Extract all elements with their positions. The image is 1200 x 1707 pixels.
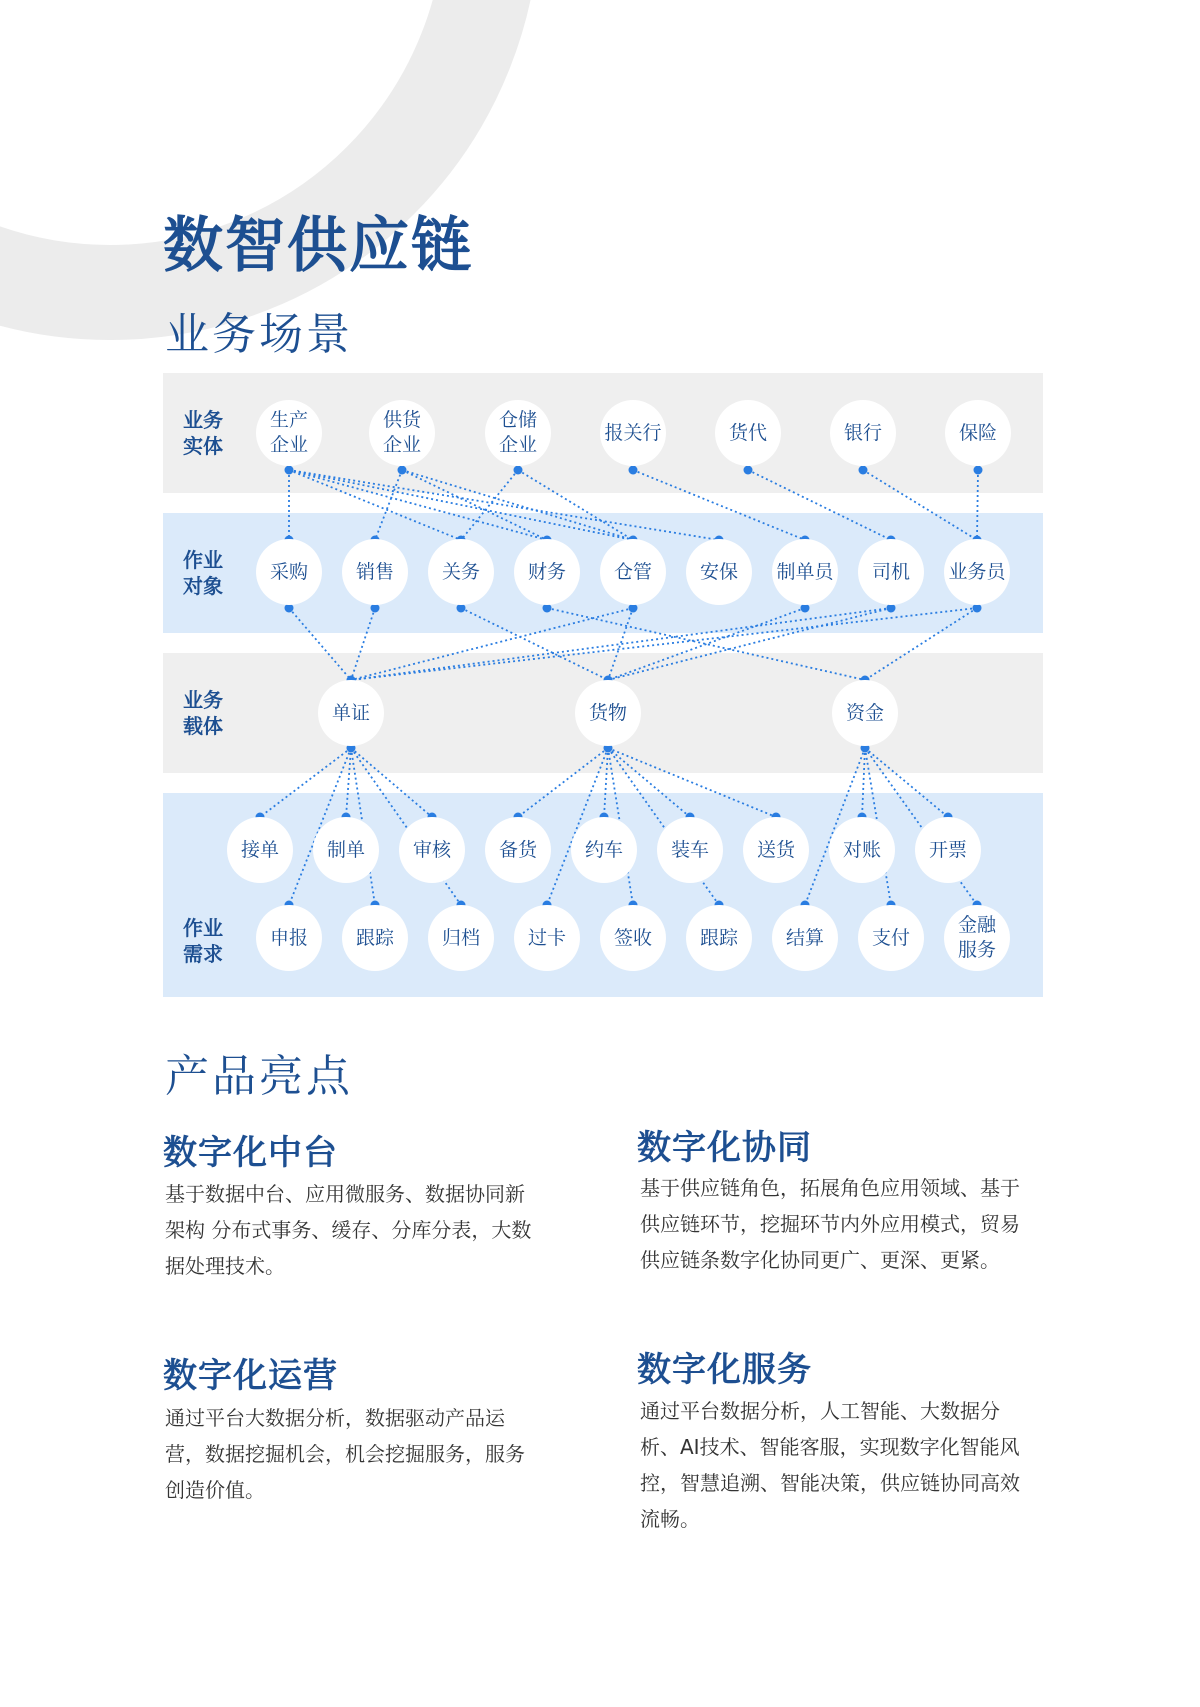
node-label: 接单 (240, 838, 279, 861)
band-label-text: 作业 需求 (183, 916, 223, 966)
node-label: 财务 (527, 560, 566, 583)
node-object-customs (428, 539, 494, 605)
node-demand-checkpoint (514, 905, 580, 971)
highlight-body-digital-collaboration: 基于供应链角色，拓展角色应用领域、基于供应链环节，挖掘环节内外应用模式，贸易供应链条数字化协同更广、更深、更紧。 (640, 1176, 1020, 1272)
node-entity-customs-broker (600, 400, 666, 466)
link-line (608, 608, 805, 680)
node-label: 单证 (331, 701, 370, 724)
page-title: 数智供应链 (163, 211, 473, 281)
node-label: 结算 (785, 926, 824, 949)
node-demand-review (399, 817, 465, 883)
link-line (977, 470, 978, 540)
node-label: 资金 (845, 701, 884, 724)
node-demand-archiving (428, 905, 494, 971)
node-demand-signing (600, 905, 666, 971)
node-label: 生产 企业 (269, 409, 308, 456)
node-label: 过卡 (527, 926, 566, 949)
highlight-body-digital-service: 通过平台数据分析，人工智能、大数据分析、AI技术、智能客服，实现数字化智能风控，智慧追溯、智能决策，供应链协同高效流畅。 (640, 1399, 1020, 1531)
node-demand-delivery (743, 817, 809, 883)
link-line (862, 748, 865, 817)
node-carrier-documents (318, 680, 384, 746)
node-carrier-goods (575, 680, 641, 746)
node-demand-reconciliation (829, 817, 895, 883)
node-label: 金融 服务 (957, 914, 996, 961)
link-endpoint-dot (514, 466, 523, 475)
node-label: 仓储 企业 (498, 409, 537, 456)
link-line (289, 470, 719, 540)
band-label-text: 作业 对象 (183, 548, 223, 598)
node-label: 保险 (958, 421, 997, 444)
link-line (461, 470, 518, 540)
node-demand-document-making (313, 817, 379, 883)
link-line (461, 608, 608, 680)
link-line (260, 748, 351, 817)
page-subtitle: 业务场景 (165, 309, 353, 360)
link-endpoint-dot (398, 466, 407, 475)
highlight-body-digital-platform: 基于数据中台、应用微服务、数据协同新架构 分布式事务、缓存、分库分表，大数据处理技术。 (165, 1182, 532, 1278)
node-demand-tracking-2 (686, 905, 752, 971)
link-line (863, 470, 977, 540)
node-label: 申报 (269, 926, 308, 949)
node-label: 关务 (441, 560, 480, 583)
node-label: 销售 (355, 560, 394, 583)
highlight-title-digital-platform: 数字化中台 (163, 1133, 338, 1173)
node-entity-insurance (945, 400, 1011, 466)
link-line (351, 608, 891, 680)
node-label: 审核 (412, 838, 451, 861)
link-line (289, 470, 461, 540)
node-demand-financial-services (944, 905, 1010, 971)
node-demand-payment (858, 905, 924, 971)
node-label: 采购 (269, 560, 308, 583)
link-endpoint-dot (744, 466, 753, 475)
band-label-text: 业务 实体 (183, 408, 223, 458)
node-object-finance (514, 539, 580, 605)
highlight-body-digital-operation: 通过平台大数据分析，数据驱动产品运营，数据挖掘机会，机会挖掘服务，服务创造价值。 (165, 1406, 525, 1502)
node-label: 制单员 (776, 560, 834, 583)
node-entity-forwarder (715, 400, 781, 466)
node-carrier-funds (832, 680, 898, 746)
highlight-title-digital-collaboration: 数字化协同 (637, 1128, 812, 1168)
node-label: 货物 (588, 701, 627, 724)
node-label: 制单 (326, 838, 365, 861)
link-line (608, 748, 776, 817)
node-label: 开票 (928, 838, 967, 861)
node-label: 安保 (699, 560, 738, 583)
link-line (402, 470, 633, 540)
link-line (289, 608, 351, 680)
link-endpoint-dot (859, 466, 868, 475)
node-demand-settlement (772, 905, 838, 971)
band-label-text: 业务 载体 (183, 688, 223, 738)
highlight-title-digital-operation: 数字化运营 (163, 1356, 338, 1396)
node-demand-loading (657, 817, 723, 883)
node-entity-manufacturer (256, 400, 322, 466)
node-label: 备货 (498, 838, 537, 861)
node-demand-invoicing (915, 817, 981, 883)
node-object-document-clerk (772, 539, 838, 605)
node-label: 装车 (670, 838, 709, 861)
link-line (608, 608, 633, 680)
node-label: 签收 (613, 926, 652, 949)
node-object-sales (342, 539, 408, 605)
node-demand-truck-booking (571, 817, 637, 883)
link-line (289, 470, 633, 540)
node-object-salesperson (944, 539, 1010, 605)
link-line (289, 470, 547, 540)
link-line (518, 470, 633, 540)
node-object-driver (858, 539, 924, 605)
node-label: 跟踪 (355, 926, 394, 949)
link-line (608, 608, 891, 680)
node-label: 支付 (871, 926, 910, 949)
node-object-warehouse-keeper (600, 539, 666, 605)
link-endpoint-dot (974, 466, 983, 475)
link-line (351, 608, 375, 680)
node-label: 供货 企业 (382, 409, 421, 456)
link-endpoint-dot (629, 466, 638, 475)
node-label: 对账 (842, 838, 881, 861)
node-label: 报关行 (604, 421, 662, 444)
node-entity-supplier (369, 400, 435, 466)
node-demand-stocking (485, 817, 551, 883)
node-label: 约车 (584, 838, 623, 861)
node-label: 司机 (871, 560, 910, 583)
node-entity-bank (830, 400, 896, 466)
link-endpoint-dot (285, 466, 294, 475)
link-line (633, 470, 805, 540)
link-line (518, 748, 608, 817)
node-label: 货代 (728, 421, 767, 444)
node-label: 仓管 (613, 560, 652, 583)
node-entity-warehouse (485, 400, 551, 466)
node-label: 跟踪 (699, 926, 738, 949)
link-line (351, 608, 977, 680)
link-line (748, 470, 891, 540)
node-demand-declaration (256, 905, 322, 971)
highlights-section-title: 产品亮点 (165, 1051, 353, 1102)
link-line (375, 470, 402, 540)
node-label: 归档 (441, 926, 480, 949)
node-demand-order-receiving (227, 817, 293, 883)
highlight-title-digital-service: 数字化服务 (637, 1350, 812, 1390)
node-label: 业务员 (948, 560, 1006, 583)
node-demand-tracking (342, 905, 408, 971)
node-object-purchasing (256, 539, 322, 605)
link-line (402, 470, 547, 540)
node-label: 送货 (756, 838, 795, 861)
node-label: 银行 (843, 421, 882, 444)
node-object-security (686, 539, 752, 605)
